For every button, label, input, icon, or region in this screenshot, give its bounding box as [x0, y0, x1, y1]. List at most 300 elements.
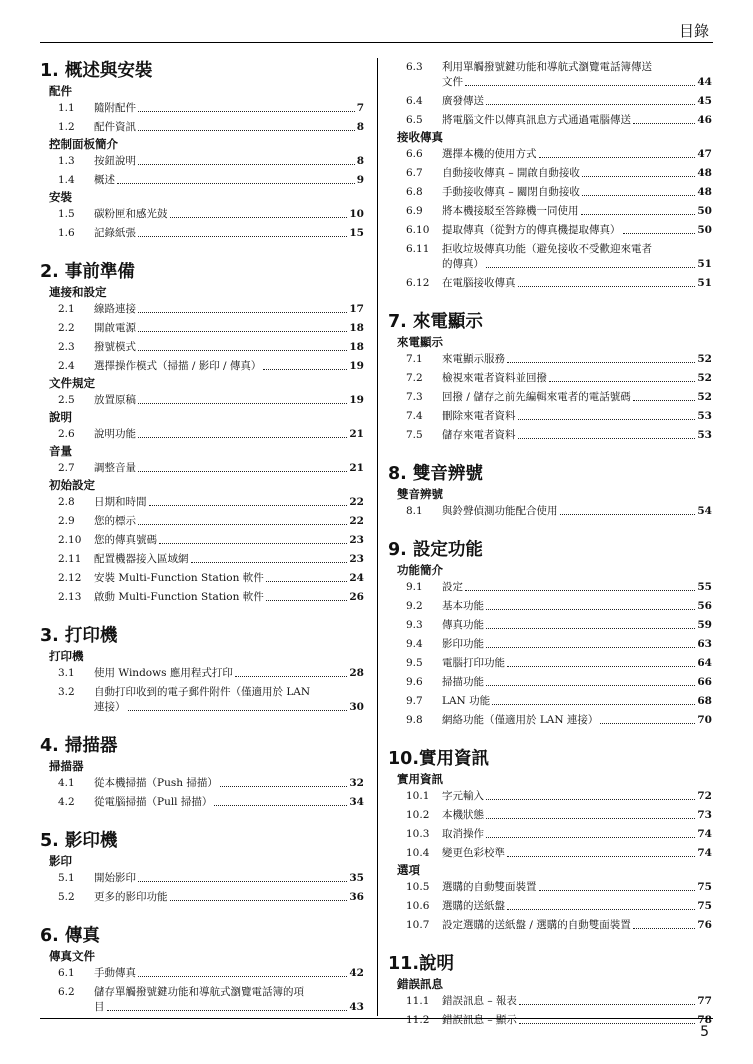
- section-title: 配件: [49, 84, 72, 98]
- entry-body: [442, 694, 712, 709]
- entry-text: 儲存單觸撥號鍵功能和導航式瀏覽電話簿的項: [94, 986, 304, 998]
- dot-leader: [507, 362, 695, 363]
- entry-number: 6.1: [58, 967, 75, 979]
- entry-body: [94, 427, 364, 442]
- entry-page: 76: [697, 919, 712, 931]
- toc-entry[interactable]: [388, 844, 712, 863]
- dot-leader: [623, 233, 696, 234]
- entry-text: 回撥 / 儲存之前先編輯來電者的電話號碼: [442, 391, 631, 403]
- entry-body: [442, 204, 712, 219]
- toc-entry[interactable]: [388, 635, 712, 654]
- toc-entry[interactable]: [40, 224, 364, 243]
- toc-entry[interactable]: [388, 183, 712, 202]
- entry-body: [94, 120, 364, 135]
- entry-body: [94, 461, 364, 476]
- entry-text: 說明功能: [94, 428, 136, 440]
- entry-number: 2.11: [58, 553, 82, 565]
- entry-number: 8.1: [406, 505, 423, 517]
- entry-number: 10.6: [406, 900, 430, 912]
- dot-leader: [465, 590, 695, 591]
- section-title: 控制面板簡介: [49, 137, 118, 151]
- dot-leader: [539, 157, 696, 158]
- dot-leader: [486, 609, 695, 610]
- section-title: 雙音辨號: [397, 487, 443, 501]
- entry-text: 網絡功能（僅適用於 LAN 連接）: [442, 714, 599, 726]
- toc-chapter: [40, 828, 364, 907]
- toc-entry[interactable]: [40, 569, 364, 588]
- dot-leader: [519, 1023, 695, 1024]
- entry-text: 錯誤訊息 – 顯示: [442, 1014, 517, 1026]
- toc-entry[interactable]: [40, 493, 364, 512]
- entry-number: 6.7: [406, 167, 423, 179]
- entry-body: [94, 776, 364, 791]
- entry-body: [442, 880, 712, 895]
- entry-number: 2.6: [58, 428, 75, 440]
- toc-entry[interactable]: [40, 171, 364, 190]
- dot-leader: [486, 267, 695, 268]
- dot-leader: [633, 123, 695, 124]
- entry-number: 1.4: [58, 174, 75, 186]
- entry-number: 7.5: [406, 429, 423, 441]
- entry-body: [94, 795, 364, 810]
- entry-page: 78: [697, 1014, 712, 1026]
- toc-entry[interactable]: [40, 459, 364, 478]
- entry-text: 碳粉匣和感光鼓: [94, 208, 168, 220]
- toc-entry[interactable]: [40, 683, 364, 717]
- dot-leader: [581, 214, 696, 215]
- entry-body: [442, 899, 712, 914]
- entry-continuation: [94, 700, 364, 715]
- entry-number: 10.3: [406, 828, 430, 840]
- section-title: 掃描器: [49, 759, 84, 773]
- dot-leader: [465, 85, 695, 86]
- toc-entry[interactable]: [388, 578, 712, 597]
- dot-leader: [582, 176, 695, 177]
- entry-page: 68: [697, 695, 712, 707]
- entry-text: 選擇本機的使用方式: [442, 148, 537, 160]
- toc-entry[interactable]: [40, 338, 364, 357]
- entry-text: 概述: [94, 174, 115, 186]
- entry-body: [94, 101, 364, 116]
- entry-page: 19: [349, 394, 364, 406]
- chapter-title: 9. 設定功能: [388, 540, 483, 560]
- entry-text: 手動接收傳真 – 關閉自動接收: [442, 186, 580, 198]
- section-title: 選項: [397, 863, 420, 877]
- entry-page: 19: [349, 360, 364, 372]
- entry-text: 按鈕說明: [94, 155, 136, 167]
- dot-leader: [266, 600, 348, 601]
- entry-page: 74: [697, 828, 712, 840]
- dot-leader: [159, 543, 347, 544]
- toc-entry[interactable]: [388, 597, 712, 616]
- toc-chapter: [40, 623, 364, 717]
- entry-text: 從本機掃描（Push 掃描）: [94, 777, 218, 789]
- dot-leader: [518, 419, 696, 420]
- entry-number: 7.1: [406, 353, 423, 365]
- toc-entry[interactable]: [40, 512, 364, 531]
- entry-body: [442, 185, 712, 200]
- entry-number: 7.2: [406, 372, 423, 384]
- toc-chapter: [40, 58, 364, 243]
- toc-chapter: [40, 259, 364, 607]
- toc-entry[interactable]: [388, 878, 712, 897]
- toc-entry[interactable]: [388, 916, 712, 935]
- entry-body: [94, 340, 364, 355]
- entry-number: 10.1: [406, 790, 430, 802]
- entry-number: 2.4: [58, 360, 75, 372]
- toc-entry[interactable]: [388, 897, 712, 916]
- entry-number: 2.7: [58, 462, 75, 474]
- entry-text: 配置機器接入區域網: [94, 553, 189, 565]
- toc-entry[interactable]: [388, 369, 712, 388]
- section-title: 說明: [49, 410, 72, 424]
- toc-entry[interactable]: [388, 1011, 712, 1030]
- toc-entry[interactable]: [40, 300, 364, 319]
- entry-page: 48: [697, 167, 712, 179]
- entry-text: 更多的影印功能: [94, 891, 168, 903]
- entry-number: 4.2: [58, 796, 75, 808]
- entry-page: 66: [697, 676, 712, 688]
- toc-entry[interactable]: [388, 711, 712, 730]
- entry-body: [442, 223, 712, 238]
- entry-text: 影印功能: [442, 638, 484, 650]
- toc-entry[interactable]: [388, 673, 712, 692]
- entry-body: [94, 985, 364, 1015]
- entry-page: 53: [697, 429, 712, 441]
- chapter-title: 8. 雙音辨號: [388, 464, 483, 484]
- toc-entry[interactable]: [40, 964, 364, 983]
- toc-entry[interactable]: [388, 240, 712, 274]
- entry-number: 1.5: [58, 208, 75, 220]
- toc-entry[interactable]: [388, 806, 712, 825]
- toc-entry[interactable]: [40, 152, 364, 171]
- entry-number: 2.9: [58, 515, 75, 527]
- entry-body: [442, 656, 712, 671]
- entry-continuation: [442, 257, 712, 272]
- entry-page: 18: [349, 322, 364, 334]
- dot-leader: [633, 400, 696, 401]
- entry-text: 您的傳真號碼: [94, 534, 157, 546]
- entry-body: [94, 871, 364, 886]
- entry-page: 23: [349, 553, 364, 565]
- toc-entry[interactable]: [388, 221, 712, 240]
- chapter-title: 6. 傳真: [40, 926, 100, 946]
- entry-page: 22: [349, 515, 364, 527]
- entry-number: 2.10: [58, 534, 82, 546]
- entry-page: 51: [697, 277, 712, 289]
- entry-page: 8: [356, 155, 364, 167]
- entry-page: 23: [349, 534, 364, 546]
- entry-text: 開啟電源: [94, 322, 136, 334]
- toc-entry[interactable]: [388, 145, 712, 164]
- entry-text: 利用單觸撥號鍵功能和導航式瀏覽電話簿傳送: [442, 61, 652, 73]
- entry-text: 掃描功能: [442, 676, 484, 688]
- dot-leader: [263, 369, 347, 370]
- dot-leader: [549, 381, 695, 382]
- section-title: 接收傳真: [397, 130, 443, 144]
- dot-leader: [214, 805, 347, 806]
- entry-text-continued: 連接）: [94, 701, 126, 713]
- section-title: 實用資訊: [397, 772, 443, 786]
- toc-chapter: [388, 58, 712, 293]
- entry-body: [442, 428, 712, 443]
- toc-entry[interactable]: [388, 58, 712, 92]
- toc-entry[interactable]: [388, 825, 712, 844]
- toc-entry[interactable]: [388, 692, 712, 711]
- toc-entry[interactable]: [40, 983, 364, 1017]
- entry-text: 啟動 Multi-Function Station 軟件: [94, 591, 264, 603]
- toc-right-column: [388, 58, 712, 1030]
- chapter-title: 10.實用資訊: [388, 749, 490, 769]
- entry-page: 24: [349, 572, 364, 584]
- toc-entry[interactable]: [40, 550, 364, 569]
- entry-number: 1.3: [58, 155, 75, 167]
- entry-number: 11.2: [406, 1014, 430, 1026]
- toc-entry[interactable]: [388, 350, 712, 369]
- section-title: 影印: [49, 854, 72, 868]
- dot-leader: [507, 909, 695, 910]
- entry-number: 2.8: [58, 496, 75, 508]
- entry-body: [442, 352, 712, 367]
- entry-body: [94, 173, 364, 188]
- entry-text: 選擇操作模式（掃描 / 影印 / 傳真）: [94, 360, 262, 372]
- entry-text: 設定選購的送紙盤 / 選購的自動雙面裝置: [442, 919, 631, 931]
- entry-body: [442, 580, 712, 595]
- entry-number: 6.4: [406, 95, 423, 107]
- entry-page: 18: [349, 341, 364, 353]
- entry-page: 53: [697, 410, 712, 422]
- toc-entry[interactable]: [388, 502, 712, 521]
- entry-page: 46: [697, 114, 712, 126]
- entry-page: 72: [697, 790, 712, 802]
- dot-leader: [486, 628, 695, 629]
- entry-number: 2.5: [58, 394, 75, 406]
- entry-number: 1.2: [58, 121, 75, 133]
- entry-text: 隨附配件: [94, 102, 136, 114]
- entry-page: 32: [349, 777, 364, 789]
- entry-page: 44: [697, 76, 712, 88]
- entry-text: 配件資訊: [94, 121, 136, 133]
- section-title: 音量: [49, 444, 72, 458]
- entry-page: 77: [697, 995, 712, 1007]
- toc-entry[interactable]: [388, 202, 712, 221]
- toc-entry[interactable]: [40, 425, 364, 444]
- entry-text: 將本機接駁至答錄機一同使用: [442, 205, 579, 217]
- dot-leader: [486, 818, 695, 819]
- toc-entry[interactable]: [388, 616, 712, 635]
- entry-text: 廣發傳送: [442, 95, 484, 107]
- entry-text: 取消操作: [442, 828, 484, 840]
- entry-text: 來電顯示服務: [442, 353, 505, 365]
- entry-body: [442, 637, 712, 652]
- entry-page: 21: [349, 428, 364, 440]
- entry-number: 10.4: [406, 847, 430, 859]
- entry-body: [442, 994, 712, 1009]
- entry-number: 6.2: [58, 986, 75, 998]
- entry-page: 73: [697, 809, 712, 821]
- entry-body: [94, 571, 364, 586]
- entry-body: [94, 495, 364, 510]
- entry-page: 28: [349, 667, 364, 679]
- dot-leader: [138, 881, 347, 882]
- entry-text: 在電腦接收傳真: [442, 277, 516, 289]
- chapter-title: 1. 概述與安裝: [40, 61, 153, 81]
- entry-body: [442, 846, 712, 861]
- toc-entry[interactable]: [40, 588, 364, 607]
- page-header-title: 目錄: [678, 22, 709, 40]
- entry-text: 刪除來電者資料: [442, 410, 516, 422]
- entry-page: 50: [697, 205, 712, 217]
- entry-number: 3.1: [58, 667, 75, 679]
- entry-text: 傳真功能: [442, 619, 484, 631]
- toc-entry[interactable]: [40, 99, 364, 118]
- toc-entry[interactable]: [388, 654, 712, 673]
- entry-number: 9.1: [406, 581, 423, 593]
- section-title: 連接和設定: [49, 285, 107, 299]
- dot-leader: [633, 928, 696, 929]
- entry-body: [442, 166, 712, 181]
- entry-number: 9.3: [406, 619, 423, 631]
- entry-text: 變更色彩校準: [442, 847, 505, 859]
- toc-entry[interactable]: [388, 388, 712, 407]
- toc-entry[interactable]: [40, 774, 364, 793]
- entry-number: 6.9: [406, 205, 423, 217]
- entry-body: [442, 827, 712, 842]
- toc-entry[interactable]: [388, 787, 712, 806]
- entry-text-continued: 文件: [442, 76, 463, 88]
- entry-body: [94, 533, 364, 548]
- entry-page: 47: [697, 148, 712, 160]
- entry-page: 51: [697, 258, 712, 270]
- entry-page: 26: [349, 591, 364, 603]
- entry-page: 52: [697, 372, 712, 384]
- entry-number: 2.1: [58, 303, 75, 315]
- entry-body: [442, 60, 712, 90]
- entry-body: [442, 113, 712, 128]
- section-title: 打印機: [49, 649, 84, 663]
- toc-entry[interactable]: [388, 992, 712, 1011]
- entry-page: 55: [697, 581, 712, 593]
- chapter-title: 4. 掃描器: [40, 736, 118, 756]
- entry-page: 30: [349, 701, 364, 713]
- toc-entry[interactable]: [40, 664, 364, 683]
- entry-number: 7.3: [406, 391, 423, 403]
- section-title: 功能簡介: [397, 563, 443, 577]
- toc-entry[interactable]: [40, 205, 364, 224]
- entry-text: 開始影印: [94, 872, 136, 884]
- toc-entry[interactable]: [388, 164, 712, 183]
- entry-text: 您的標示: [94, 515, 136, 527]
- entry-page: 43: [349, 1001, 364, 1013]
- dot-leader: [600, 723, 695, 724]
- entry-number: 5.1: [58, 872, 75, 884]
- toc-entry[interactable]: [388, 111, 712, 130]
- entry-page: 48: [697, 186, 712, 198]
- entry-body: [442, 713, 712, 728]
- entry-text: 錯誤訊息 – 報表: [442, 995, 517, 1007]
- entry-text: 放置原稿: [94, 394, 136, 406]
- section-title: 文件規定: [49, 376, 95, 390]
- dot-leader: [486, 837, 695, 838]
- entry-number: 9.2: [406, 600, 423, 612]
- entry-page: 36: [349, 891, 364, 903]
- dot-leader: [507, 856, 695, 857]
- dot-leader: [170, 217, 348, 218]
- toc-chapter: [388, 746, 712, 935]
- toc-entry[interactable]: [40, 869, 364, 888]
- entry-number: 6.8: [406, 186, 423, 198]
- entry-text: 本機狀態: [442, 809, 484, 821]
- section-title: 初始設定: [49, 478, 95, 492]
- entry-text: 字元輸入: [442, 790, 484, 802]
- entry-body: [94, 226, 364, 241]
- dot-leader: [138, 437, 347, 438]
- entry-body: [442, 599, 712, 614]
- toc-entry[interactable]: [388, 407, 712, 426]
- toc-entry[interactable]: [388, 274, 712, 293]
- dot-leader: [138, 130, 355, 131]
- entry-text: 檢視來電者資料並回撥: [442, 372, 547, 384]
- dot-leader: [518, 438, 696, 439]
- dot-leader: [138, 164, 355, 165]
- entry-page: 34: [349, 796, 364, 808]
- entry-page: 35: [349, 872, 364, 884]
- entry-page: 22: [349, 496, 364, 508]
- entry-text: LAN 功能: [442, 695, 491, 707]
- entry-number: 6.10: [406, 224, 430, 236]
- entry-number: 6.12: [406, 277, 430, 289]
- entry-text: 選購的送紙盤: [442, 900, 505, 912]
- entry-body: [442, 390, 712, 405]
- toc-chapter: [40, 923, 364, 1017]
- entry-page: 50: [697, 224, 712, 236]
- dot-leader: [138, 403, 347, 404]
- toc-entry[interactable]: [40, 531, 364, 550]
- toc-entry[interactable]: [388, 426, 712, 445]
- entry-page: 70: [697, 714, 712, 726]
- chapter-title: 3. 打印機: [40, 626, 118, 646]
- toc-entry[interactable]: [388, 92, 712, 111]
- entry-page: 15: [349, 227, 364, 239]
- toc-entry[interactable]: [40, 357, 364, 376]
- entry-body: [94, 666, 364, 681]
- entry-body: [94, 154, 364, 169]
- entry-body: [442, 147, 712, 162]
- dot-leader: [138, 236, 347, 237]
- entry-page: 52: [697, 353, 712, 365]
- entry-body: [94, 393, 364, 408]
- entry-body: [94, 685, 364, 715]
- entry-number: 9.6: [406, 676, 423, 688]
- entry-body: [442, 504, 712, 519]
- entry-body: [442, 94, 712, 109]
- entry-body: [442, 675, 712, 690]
- toc-entry[interactable]: [40, 888, 364, 907]
- entry-body: [442, 808, 712, 823]
- toc-entry[interactable]: [40, 118, 364, 137]
- entry-body: [94, 207, 364, 222]
- entry-number: 6.6: [406, 148, 423, 160]
- entry-number: 2.13: [58, 591, 82, 603]
- entry-number: 10.5: [406, 881, 430, 893]
- toc-entry[interactable]: [40, 391, 364, 410]
- entry-page: 75: [697, 900, 712, 912]
- entry-text: 手動傳真: [94, 967, 136, 979]
- dot-leader: [235, 676, 348, 677]
- dot-leader: [486, 104, 695, 105]
- toc-entry[interactable]: [40, 793, 364, 812]
- toc-entry[interactable]: [40, 319, 364, 338]
